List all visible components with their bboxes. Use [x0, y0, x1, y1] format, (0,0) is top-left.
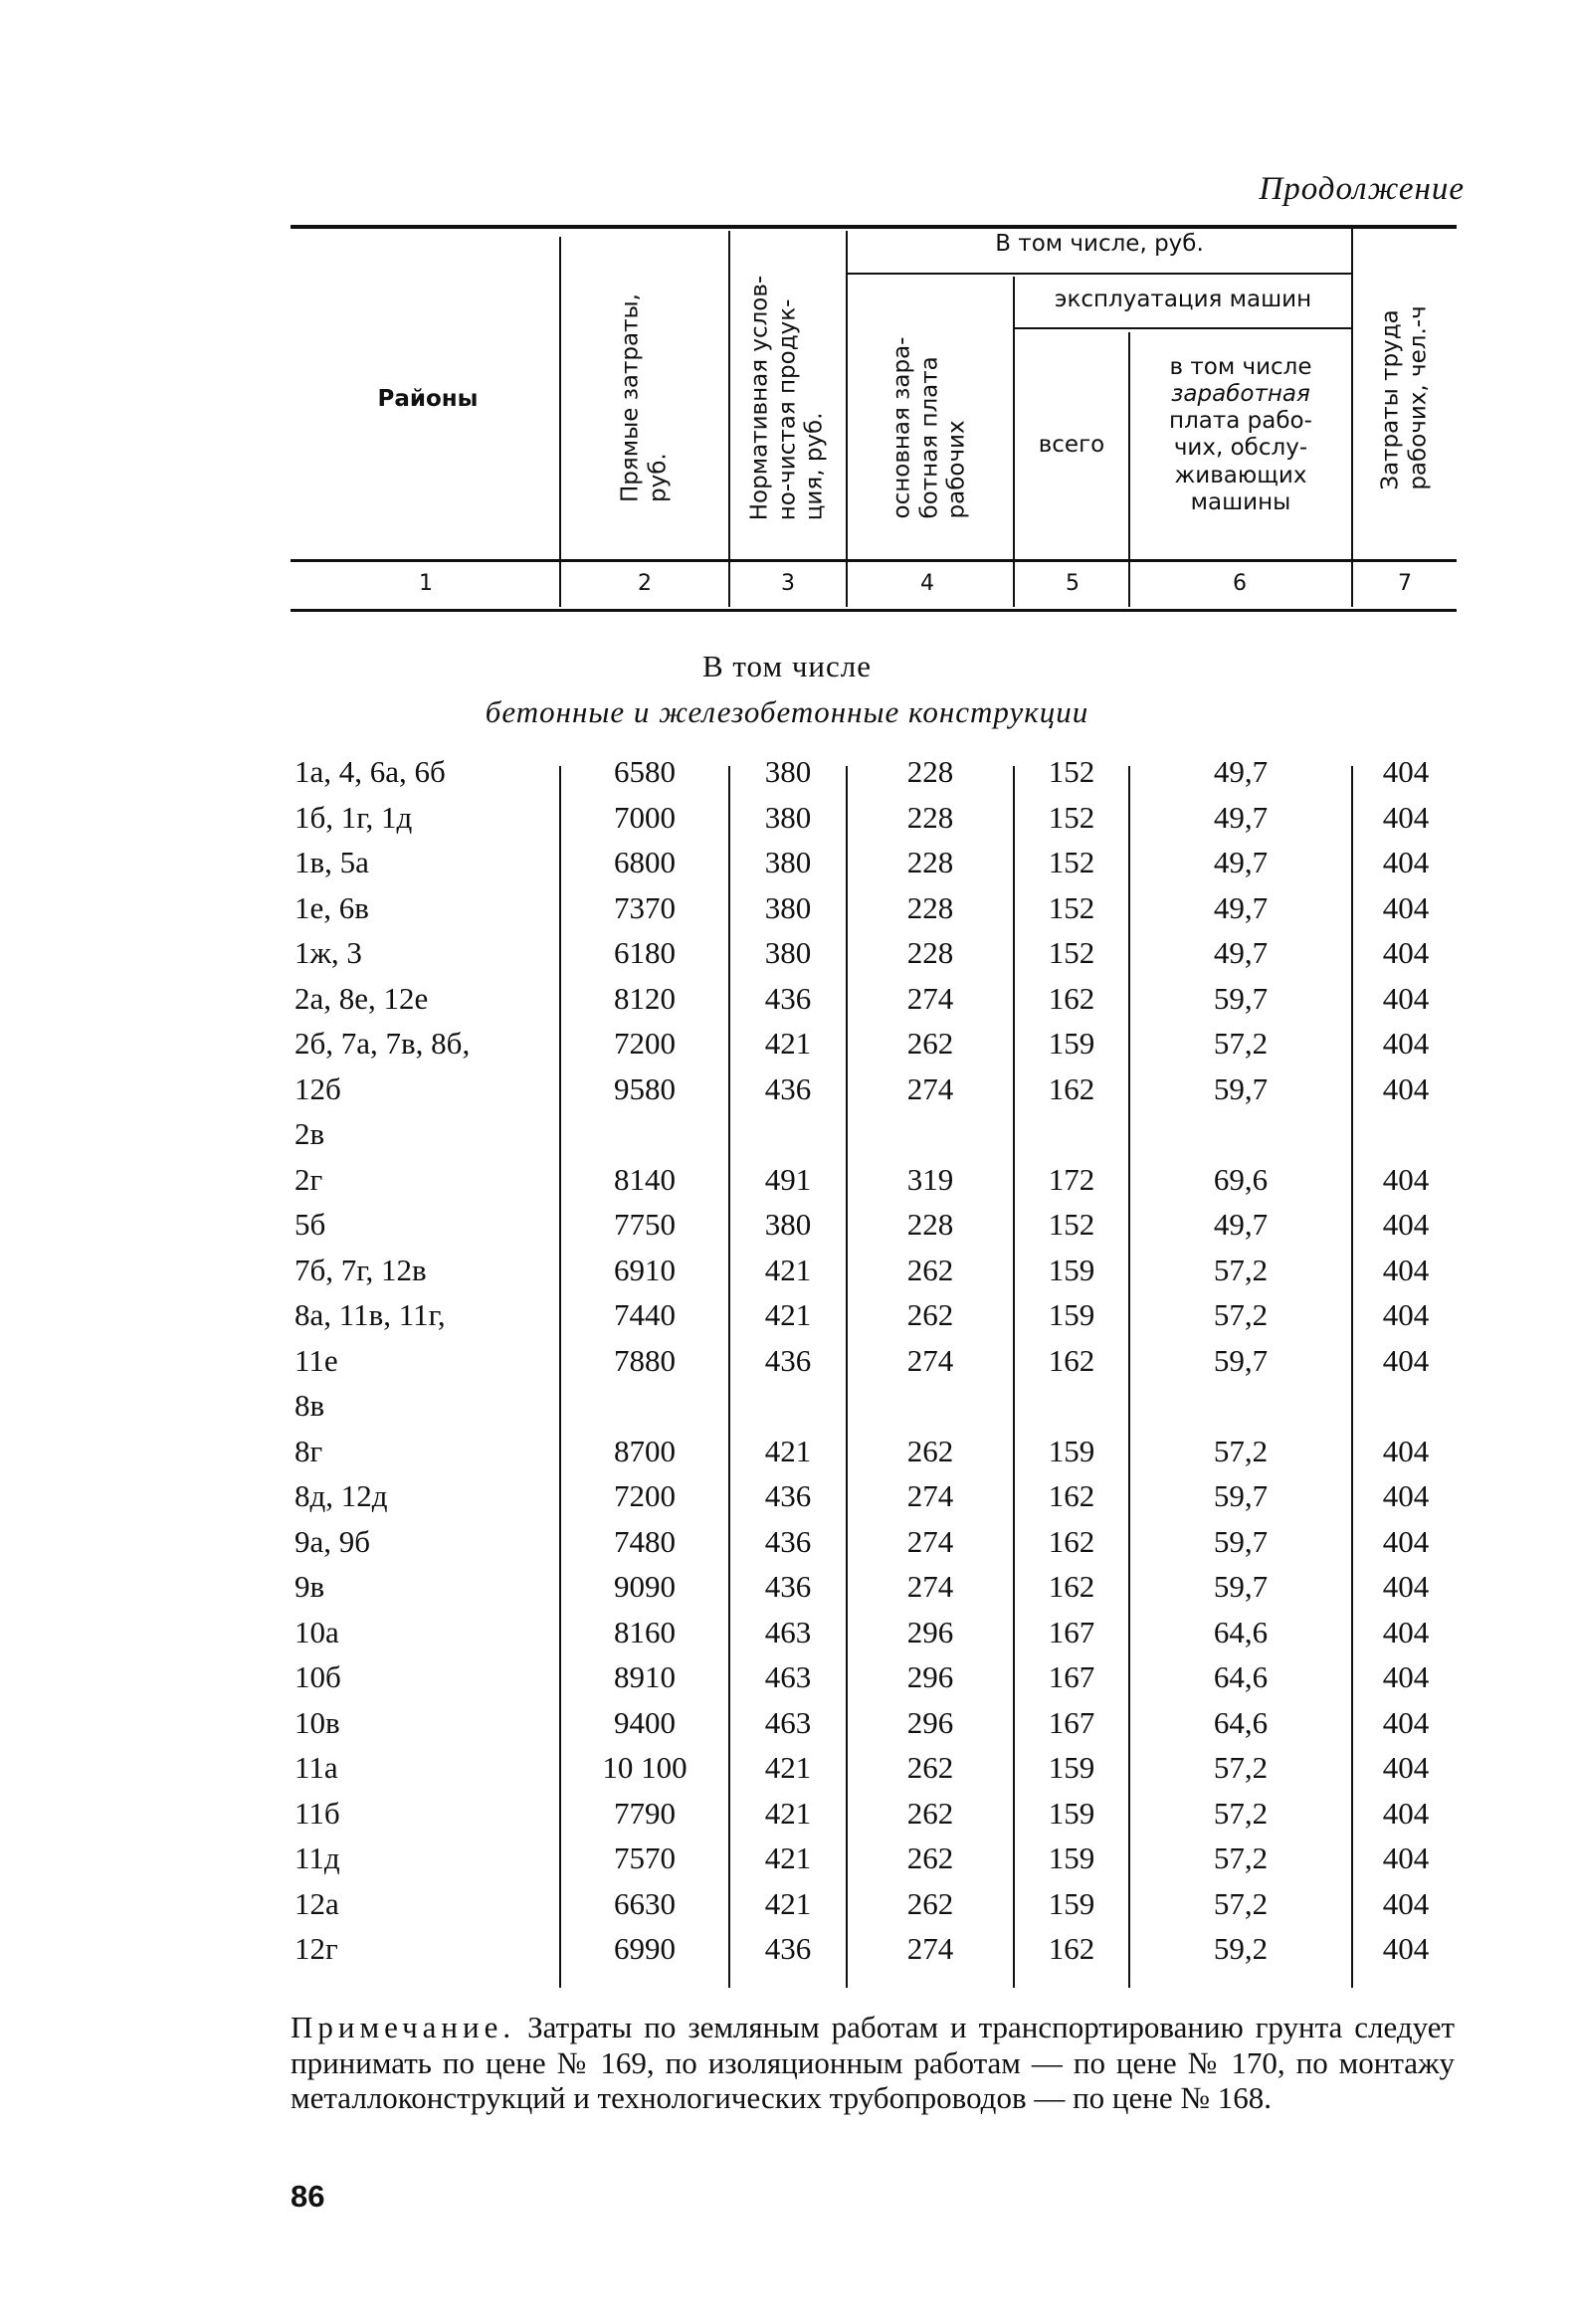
row-value-c6: 59,7 [1213, 981, 1269, 1016]
body-divider-2 [728, 766, 730, 1988]
row-value-c4: 262 [906, 1297, 954, 1332]
row-value-c4: 262 [906, 1750, 954, 1785]
row-value-c3: 421 [764, 1026, 812, 1061]
header-machine-operation: эксплуатация машин [1054, 287, 1312, 312]
row-region: 9а, 9б [295, 1524, 371, 1559]
row-value-c2: 6630 [614, 1886, 676, 1921]
column-number: 5 [1066, 571, 1080, 596]
row-value-c2: 8700 [614, 1434, 676, 1468]
row-value-c3: 463 [764, 1659, 812, 1694]
header-divider-3 [846, 231, 848, 607]
row-value-c3: 491 [764, 1162, 812, 1197]
row-value-c4: 296 [906, 1659, 954, 1694]
header-bottom-rule [291, 559, 1457, 562]
row-region: 8в [295, 1388, 325, 1423]
row-value-c4: 262 [906, 1434, 954, 1468]
row-value-c3: 436 [764, 981, 812, 1016]
row-value-c4: 296 [906, 1705, 954, 1740]
row-value-c2: 8910 [614, 1659, 676, 1694]
row-region: 12б [295, 1071, 341, 1106]
row-value-c5: 172 [1048, 1162, 1095, 1197]
note-label: Примечание. [291, 2010, 516, 2044]
header-divider-6 [1351, 227, 1353, 607]
header-machine-wages-line: живающих [1174, 462, 1307, 488]
row-value-c4: 262 [906, 1253, 954, 1287]
row-value-c4: 228 [906, 845, 954, 879]
row-value-c3: 421 [764, 1886, 812, 1921]
page-number: 86 [291, 2179, 325, 2214]
row-value-c6: 57,2 [1213, 1750, 1269, 1785]
row-region: 5б [295, 1207, 326, 1242]
row-value-c5: 152 [1048, 845, 1095, 879]
row-value-c2: 10 100 [602, 1750, 688, 1785]
row-region: 1а, 4, 6а, 6б [295, 754, 446, 789]
row-value-c5: 162 [1048, 1569, 1095, 1604]
row-region: 1в, 5а [295, 845, 369, 879]
row-value-c5: 152 [1048, 754, 1095, 789]
column-number: 6 [1233, 571, 1247, 596]
row-value-c7: 404 [1382, 1524, 1430, 1559]
row-region: 2г [295, 1162, 323, 1197]
row-value-c4: 319 [906, 1162, 954, 1197]
note-text: Затраты по земляным работам и транспортированию грунта следует принимать по цене № 169, по изоляционным работам — по цене № 170, по монтажу металлоконструкций и технологических трубопроводов — по цене № 168. [291, 2010, 1455, 2116]
row-value-c2: 7200 [614, 1478, 676, 1513]
row-value-c2: 7880 [614, 1343, 676, 1378]
column-number: 3 [781, 571, 795, 596]
row-value-c6: 57,2 [1213, 1434, 1269, 1468]
row-value-c4: 228 [906, 800, 954, 835]
row-value-c3: 380 [764, 1207, 812, 1242]
row-value-c3: 421 [764, 1253, 812, 1287]
row-value-c7: 404 [1382, 1297, 1430, 1332]
row-value-c2: 8120 [614, 981, 676, 1016]
row-value-c4: 274 [906, 1071, 954, 1106]
row-value-c6: 57,2 [1213, 1026, 1269, 1061]
row-value-c4: 228 [906, 890, 954, 925]
row-value-c2: 7790 [614, 1796, 676, 1831]
header-normative-production: Нормативная услов- но-чистая продук- ция, руб. [746, 275, 828, 521]
row-value-c3: 421 [764, 1750, 812, 1785]
row-value-c3: 380 [764, 800, 812, 835]
row-value-c2: 7480 [614, 1524, 676, 1559]
row-value-c3: 436 [764, 1478, 812, 1513]
row-value-c5: 152 [1048, 800, 1095, 835]
row-value-c2: 7370 [614, 890, 676, 925]
row-value-c2: 7200 [614, 1026, 676, 1061]
row-value-c5: 162 [1048, 1071, 1095, 1106]
row-value-c7: 404 [1382, 1071, 1430, 1106]
row-value-c7: 404 [1382, 1931, 1430, 1966]
row-region: 1ж, 3 [295, 935, 362, 970]
column-number: 2 [638, 571, 652, 596]
row-value-c6: 59,7 [1213, 1569, 1269, 1604]
row-value-c6: 59,2 [1213, 1931, 1269, 1966]
row-value-c5: 167 [1048, 1659, 1095, 1694]
header-machine-wages-line: машины [1190, 488, 1291, 515]
row-value-c7: 404 [1382, 1207, 1430, 1242]
section-subtitle: бетонные и железобетонные конструкции [485, 694, 1089, 729]
row-value-c5: 167 [1048, 1705, 1095, 1740]
row-value-c5: 159 [1048, 1750, 1095, 1785]
row-value-c7: 404 [1382, 1162, 1430, 1197]
header-including-rub: В том числе, руб. [995, 231, 1204, 257]
row-value-c7: 404 [1382, 800, 1430, 835]
row-value-c3: 436 [764, 1343, 812, 1378]
header-machine-wages-line: заработная [1171, 381, 1310, 408]
header-machine-wages-line: в том числе [1169, 354, 1312, 380]
row-value-c6: 59,7 [1213, 1343, 1269, 1378]
row-value-c3: 436 [764, 1569, 812, 1604]
header-subgroup-rule [1013, 327, 1353, 329]
header-machine-wages-line: чих, обслу- [1173, 435, 1308, 462]
row-value-c3: 421 [764, 1840, 812, 1875]
row-value-c4: 274 [906, 1478, 954, 1513]
row-value-c6: 49,7 [1213, 935, 1269, 970]
header-divider-1 [559, 237, 561, 607]
row-value-c4: 262 [906, 1796, 954, 1831]
body-divider-6 [1351, 766, 1353, 1988]
row-value-c7: 404 [1382, 1478, 1430, 1513]
row-value-c7: 404 [1382, 845, 1430, 879]
row-value-c3: 436 [764, 1071, 812, 1106]
row-value-c5: 159 [1048, 1434, 1095, 1468]
table-note [291, 2010, 1455, 2116]
row-region: 11д [295, 1840, 340, 1875]
row-value-c3: 436 [764, 1931, 812, 1966]
row-value-c2: 8140 [614, 1162, 676, 1197]
row-value-c2: 6990 [614, 1931, 676, 1966]
row-value-c2: 9580 [614, 1071, 676, 1106]
row-value-c2: 6180 [614, 935, 676, 970]
row-region: 7б, 7г, 12в [295, 1253, 427, 1287]
row-region: 8г [295, 1434, 323, 1468]
row-value-c3: 380 [764, 845, 812, 879]
row-value-c5: 162 [1048, 1931, 1095, 1966]
row-value-c4: 228 [906, 754, 954, 789]
row-value-c3: 421 [764, 1796, 812, 1831]
row-value-c6: 49,7 [1213, 800, 1269, 835]
row-region: 9в [295, 1569, 325, 1604]
row-region: 8д, 12д [295, 1478, 388, 1513]
row-value-c3: 463 [764, 1705, 812, 1740]
header-direct-costs: Прямые затраты, руб. [617, 293, 671, 502]
row-value-c3: 380 [764, 754, 812, 789]
row-region: 10в [295, 1705, 340, 1740]
row-value-c6: 59,7 [1213, 1071, 1269, 1106]
row-value-c4: 262 [906, 1026, 954, 1061]
body-divider-5 [1128, 766, 1130, 1988]
row-value-c2: 7440 [614, 1297, 676, 1332]
section-title: В том числе [701, 649, 872, 683]
row-value-c5: 152 [1048, 1207, 1095, 1242]
row-value-c6: 64,6 [1213, 1705, 1269, 1740]
row-value-c5: 162 [1048, 981, 1095, 1016]
row-value-c5: 159 [1048, 1253, 1095, 1287]
row-value-c4: 228 [906, 1207, 954, 1242]
row-value-c6: 49,7 [1213, 845, 1269, 879]
row-region: 2а, 8е, 12е [295, 981, 429, 1016]
row-region: 11б [295, 1796, 340, 1831]
row-value-c4: 228 [906, 935, 954, 970]
row-value-c7: 404 [1382, 1434, 1430, 1468]
row-value-c2: 9400 [614, 1705, 676, 1740]
numbers-bottom-rule [291, 609, 1457, 612]
row-value-c2: 9090 [614, 1569, 676, 1604]
row-value-c5: 159 [1048, 1297, 1095, 1332]
row-region: 2в [295, 1116, 325, 1151]
row-value-c4: 274 [906, 1569, 954, 1604]
row-value-c5: 152 [1048, 935, 1095, 970]
row-value-c4: 296 [906, 1615, 954, 1649]
body-divider-3 [846, 766, 848, 1988]
row-region: 12г [295, 1931, 338, 1966]
row-value-c2: 7570 [614, 1840, 676, 1875]
header-group-rule [848, 273, 1353, 275]
row-value-c4: 274 [906, 1343, 954, 1378]
header-basic-wages: основная зара- ботная плата рабочих [888, 336, 970, 519]
header-top-rule [291, 225, 1457, 229]
row-value-c6: 49,7 [1213, 754, 1269, 789]
row-value-c5: 162 [1048, 1478, 1095, 1513]
row-value-c7: 404 [1382, 754, 1430, 789]
row-value-c6: 69,6 [1213, 1162, 1269, 1197]
row-value-c5: 159 [1048, 1886, 1095, 1921]
row-value-c6: 49,7 [1213, 890, 1269, 925]
row-value-c7: 404 [1382, 890, 1430, 925]
row-value-c4: 274 [906, 1524, 954, 1559]
header-labor-costs: Затраты труда рабочих, чел.-ч [1377, 305, 1431, 490]
row-value-c2: 8160 [614, 1615, 676, 1649]
header-regions: Районы [377, 386, 479, 412]
row-value-c3: 380 [764, 890, 812, 925]
row-value-c5: 162 [1048, 1343, 1095, 1378]
row-value-c3: 421 [764, 1297, 812, 1332]
row-value-c2: 6580 [614, 754, 676, 789]
row-value-c6: 57,2 [1213, 1253, 1269, 1287]
row-value-c7: 404 [1382, 1659, 1430, 1694]
row-value-c3: 436 [764, 1524, 812, 1559]
row-region: 11а [295, 1750, 338, 1785]
row-value-c7: 404 [1382, 1615, 1430, 1649]
row-value-c7: 404 [1382, 1840, 1430, 1875]
row-value-c4: 274 [906, 1931, 954, 1966]
row-value-c7: 404 [1382, 935, 1430, 970]
header-machine-wages [1134, 354, 1347, 516]
row-value-c7: 404 [1382, 1705, 1430, 1740]
body-divider-4 [1013, 766, 1015, 1988]
row-value-c2: 7000 [614, 800, 676, 835]
row-value-c3: 463 [764, 1615, 812, 1649]
row-region: 8а, 11в, 11г, [295, 1297, 446, 1332]
row-value-c4: 274 [906, 981, 954, 1016]
header-total: всего [1038, 432, 1105, 458]
row-region: 10а [295, 1615, 339, 1649]
row-value-c7: 404 [1382, 1253, 1430, 1287]
row-value-c4: 262 [906, 1840, 954, 1875]
column-number: 7 [1398, 571, 1412, 596]
row-value-c4: 262 [906, 1886, 954, 1921]
body-divider-1 [559, 766, 561, 1988]
row-region: 12а [295, 1886, 339, 1921]
row-value-c2: 7750 [614, 1207, 676, 1242]
row-value-c6: 64,6 [1213, 1615, 1269, 1649]
row-value-c6: 59,7 [1213, 1524, 1269, 1559]
row-value-c7: 404 [1382, 1886, 1430, 1921]
header-divider-4 [1013, 277, 1015, 607]
header-divider-2 [728, 231, 730, 607]
row-value-c7: 404 [1382, 1796, 1430, 1831]
row-value-c3: 421 [764, 1434, 812, 1468]
row-value-c3: 380 [764, 935, 812, 970]
row-value-c7: 404 [1382, 1026, 1430, 1061]
row-value-c5: 159 [1048, 1796, 1095, 1831]
row-region: 1е, 6в [295, 890, 369, 925]
row-value-c5: 159 [1048, 1840, 1095, 1875]
row-value-c5: 162 [1048, 1524, 1095, 1559]
header-divider-5 [1128, 332, 1130, 607]
row-value-c7: 404 [1382, 1569, 1430, 1604]
row-value-c6: 57,2 [1213, 1297, 1269, 1332]
row-value-c5: 152 [1048, 890, 1095, 925]
column-number: 4 [920, 571, 934, 596]
row-value-c6: 59,7 [1213, 1478, 1269, 1513]
row-region: 11е [295, 1343, 338, 1378]
row-value-c5: 167 [1048, 1615, 1095, 1649]
row-region: 2б, 7а, 7в, 8б, [295, 1026, 471, 1061]
row-value-c6: 57,2 [1213, 1840, 1269, 1875]
row-value-c7: 404 [1382, 1343, 1430, 1378]
row-value-c6: 57,2 [1213, 1796, 1269, 1831]
row-value-c6: 57,2 [1213, 1886, 1269, 1921]
row-value-c5: 159 [1048, 1026, 1095, 1061]
row-region: 1б, 1г, 1д [295, 800, 413, 835]
column-number: 1 [419, 571, 433, 596]
header-machine-wages-line: плата рабо- [1169, 408, 1312, 435]
row-region: 10б [295, 1659, 341, 1694]
row-value-c7: 404 [1382, 1750, 1430, 1785]
row-value-c2: 6910 [614, 1253, 676, 1287]
row-value-c6: 64,6 [1213, 1659, 1269, 1694]
row-value-c2: 6800 [614, 845, 676, 879]
continuation-label: Продолжение [1259, 171, 1465, 207]
row-value-c7: 404 [1382, 981, 1430, 1016]
row-value-c6: 49,7 [1213, 1207, 1269, 1242]
